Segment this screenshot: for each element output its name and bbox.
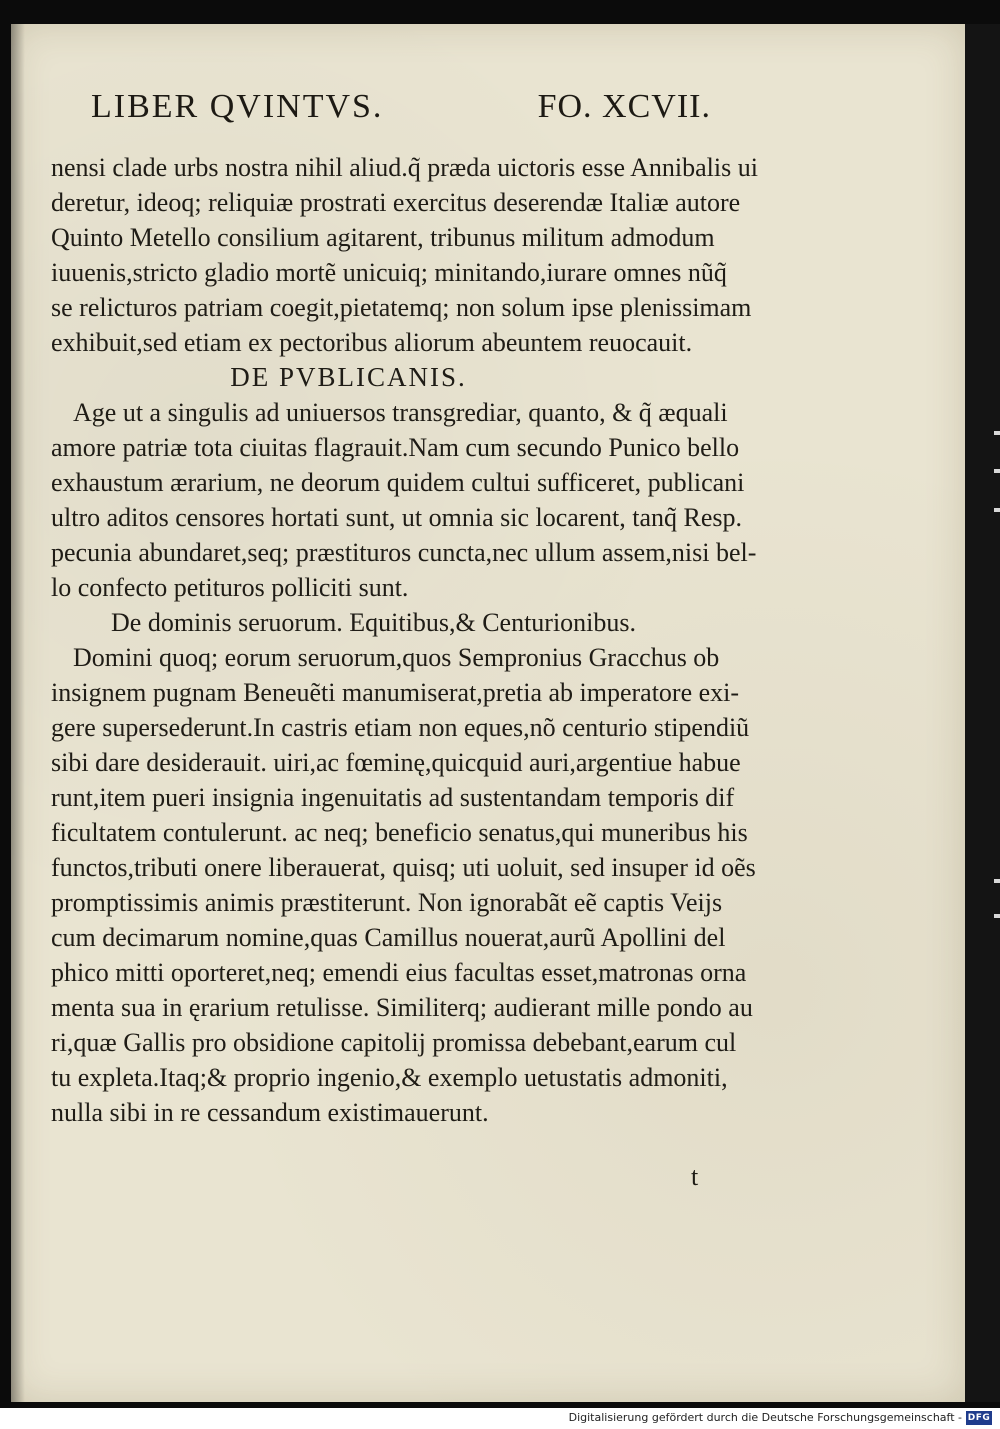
text-line: amore patriæ tota ciuitas flagrauit.Nam cum secundo Punico bello (51, 433, 740, 462)
edge-mark (994, 431, 1000, 435)
dfg-logo: DFG (967, 1413, 991, 1423)
text-line: ri,quæ Gallis pro obsidione capitolij promissa debebant,earum cul (51, 1028, 737, 1057)
text-line: lo confecto petituros polliciti sunt. (51, 573, 409, 602)
text-line: tu expleta.Itaq;& proprio ingenio,& exemplo uetustatis admoniti, (51, 1063, 728, 1092)
text-line: sibi dare desiderauit. uiri,ac fœminę,quicquid auri,argentiue habue (51, 748, 741, 777)
folio-number: FO. XCVII. (537, 88, 711, 125)
edge-mark (994, 914, 1000, 918)
book-page (11, 24, 965, 1402)
text-line: Domini quoq; eorum seruorum,quos Sempronius Gracchus ob (73, 643, 720, 672)
text-line: nulla sibi in re cessandum existimauerunt. (51, 1098, 489, 1127)
text-line: gere supersederunt.In castris etiam non eques,nõ centurio stipendiũ (51, 713, 750, 742)
running-title: LIBER QVINTVS. (91, 88, 384, 125)
text-line: phico mitti oporteret,neq; emendi eius facultas esset,matronas orna (51, 958, 747, 987)
text-line: menta sua in ęrarium retulisse. Similiterq; audierant mille pondo au (51, 993, 753, 1022)
text-line: Quinto Metello consilium agitarent, tribunus militum admodum (51, 223, 715, 252)
edge-mark (994, 879, 1000, 883)
page-gutter-shadow (11, 24, 25, 1402)
text-line: ficultatem contulerunt. ac neq; beneficio senatus,qui muneribus his (51, 818, 748, 847)
section-heading: De dominis seruorum. Equitibus,& Centurionibus. (111, 608, 637, 637)
running-head (91, 88, 711, 134)
text-line: insignem pugnam Beneuẽti manumiserat,pretia ab imperatore exi- (51, 678, 740, 707)
text-line: ultro aditos censores hortati sunt, ut omnia sic locarent, tanq̃ Resp. (51, 503, 743, 532)
body-text (51, 150, 786, 1130)
text-line: se relicturos patriam coegit,pietatemq; non solum ipse plenissimam (51, 293, 752, 322)
text-line: promptissimis animis præstiterunt. Non ignorabãt eẽ captis Veijs (51, 888, 723, 917)
text-line: exhaustum ærarium, ne deorum quidem cultui sufficeret, publicani (51, 468, 745, 497)
text-line: exhibuit,sed etiam ex pectoribus aliorum abeuntem reuocauit. (51, 328, 693, 357)
text-line: iuuenis,stricto gladio mortẽ unicuiq; minitando,iurare omnes nũq̃ (51, 258, 727, 287)
edge-mark (994, 508, 1000, 512)
scan-edge-strip (965, 24, 1000, 1402)
text-line: runt,item pueri insignia ingenuitatis ad sustentandam temporis dif (51, 783, 735, 812)
text-line: functos,tributi onere liberauerat, quisq; uti uoluit, sed insuper id oẽs (51, 853, 756, 882)
section-heading: DE PVBLICANIS. (230, 362, 467, 392)
text-line: cum decimarum nomine,quas Camillus nouerat,aurũ Apollini del (51, 923, 726, 952)
edge-mark (994, 469, 1000, 473)
text-line: Age ut a singulis ad uniuersos transgrediar, quanto, & q̃ æquali (73, 398, 728, 427)
text-line: pecunia abundaret,seq; præstituros cuncta,nec ullum assem,nisi bel- (51, 538, 757, 567)
credit-text: Digitalisierung gefördert durch die Deutsche Forschungsgemeinschaft - (568, 1411, 962, 1424)
signature-mark: t (691, 1162, 699, 1191)
text-line: deretur, ideoq; reliquiæ prostrati exercitus deserendæ Italiæ autore (51, 188, 741, 217)
digitization-credit-bar (0, 1408, 1000, 1429)
text-line: nensi clade urbs nostra nihil aliud.q̃ præda uictoris esse Annibalis ui (51, 153, 758, 182)
